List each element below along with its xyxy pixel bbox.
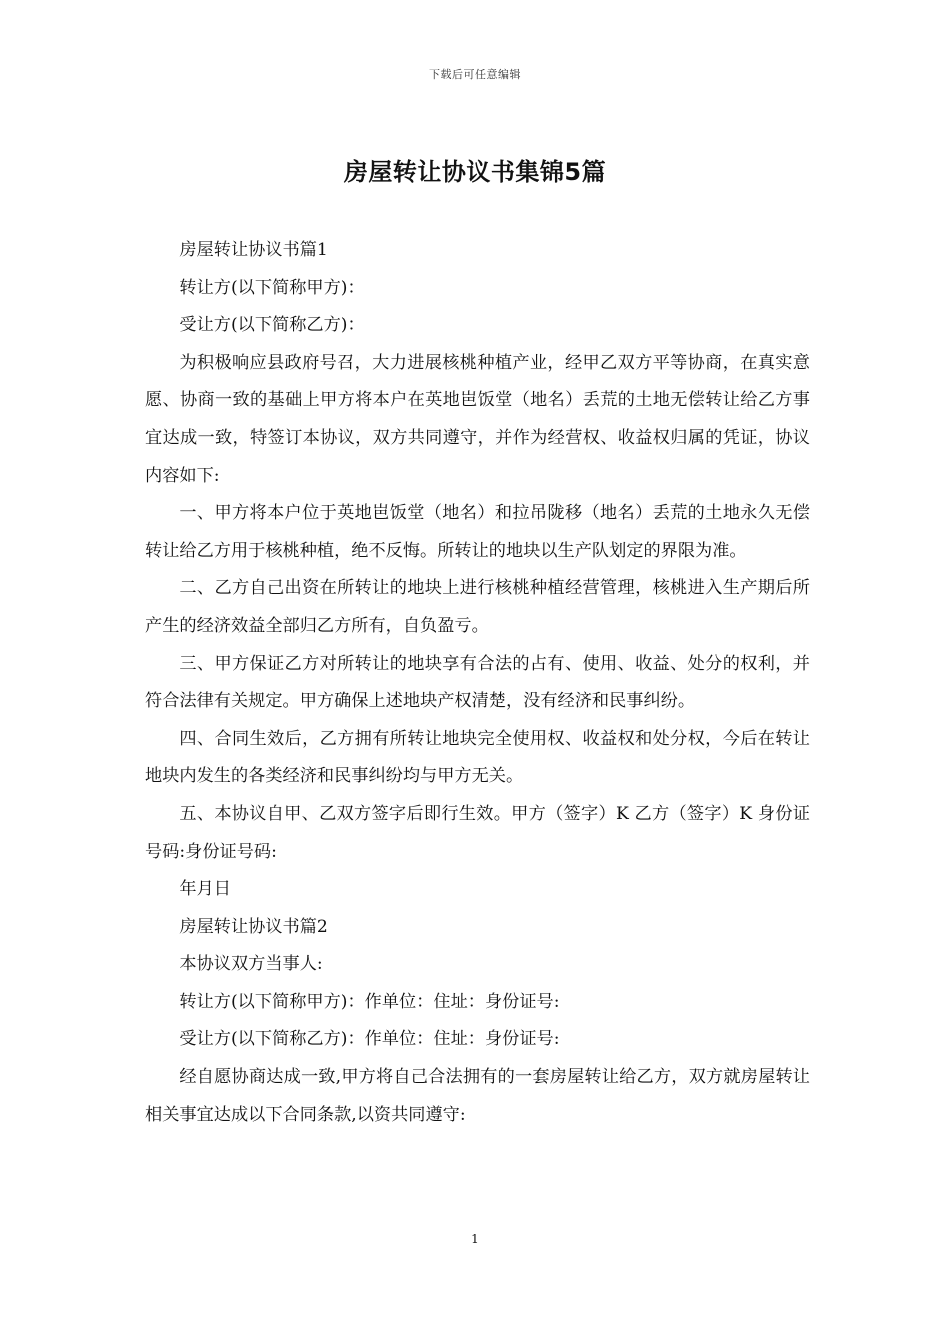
paragraph-section-heading-1: 房屋转让协议书篇1 — [179, 240, 328, 260]
paragraph-clause-3: 三、甲方保证乙方对所转让的地块享有合法的占有、使用、收益、处分的权利，并符合法律有关规定。甲方确保上述地块产权清楚，没有经济和民事纠纷。 — [145, 653, 810, 712]
document-body — [145, 232, 810, 1134]
paragraph-transferor-2: 转让方(以下简称甲方)：作单位：住址：身份证号: — [179, 991, 560, 1012]
paragraph-transferor-1: 转让方(以下简称甲方)： — [179, 277, 365, 298]
paragraph-transferee-2: 受让方(以下简称乙方)：作单位：住址：身份证号: — [179, 1029, 560, 1050]
paragraph-agreement-2: 经自愿协商达成一致,甲方将自己合法拥有的一套房屋转让给乙方，双方就房屋转让相关事宜达成以下合同条款,以资共同遵守: — [145, 1067, 810, 1125]
paragraph-date: 年月日 — [179, 879, 231, 900]
page-number: 1 — [471, 1232, 479, 1246]
paragraph-clause-4: 四、合同生效后，乙方拥有所转让地块完全使用权、收益权和处分权，今后在转让地块内发生的各类经济和民事纠纷均与甲方无关。 — [145, 728, 810, 787]
page-header-note: 下载后可任意编辑 — [429, 68, 521, 81]
paragraph-clause-5: 五、本协议自甲、乙双方签字后即行生效。甲方（签字）K 乙方（签字）K 身份证号码:身份证号码: — [145, 803, 810, 862]
paragraph-preamble: 为积极响应县政府号召，大力进展核桃种植产业，经甲乙双方平等协商，在真实意愿、协商一致的基础上甲方将本户在英地岜饭堂（地名）丢荒的土地无偿转让给乙方事宜达成一致，特签订本协议，双方共同遵守，并作为经营权、收益权归属的凭证，协议内容如下: — [145, 352, 810, 486]
paragraph-section-heading-2: 房屋转让协议书篇2 — [179, 916, 328, 937]
paragraph-transferee-1: 受让方(以下简称乙方)： — [179, 315, 365, 336]
paragraph-parties-2: 本协议双方当事人: — [179, 954, 323, 975]
document-title: 房屋转让协议书集锦5篇 — [343, 158, 607, 186]
paragraph-clause-2: 二、乙方自己出资在所转让的地块上进行核桃种植经营管理，核桃进入生产期后所产生的经济效益全部归乙方所有，自负盈亏。 — [145, 578, 810, 636]
paragraph-clause-1: 一、甲方将本户位于英地岜饭堂（地名）和拉吊陇移（地名）丢荒的土地永久无偿转让给乙方用于核桃种植，绝不反悔。所转让的地块以生产队划定的界限为准。 — [145, 503, 810, 561]
